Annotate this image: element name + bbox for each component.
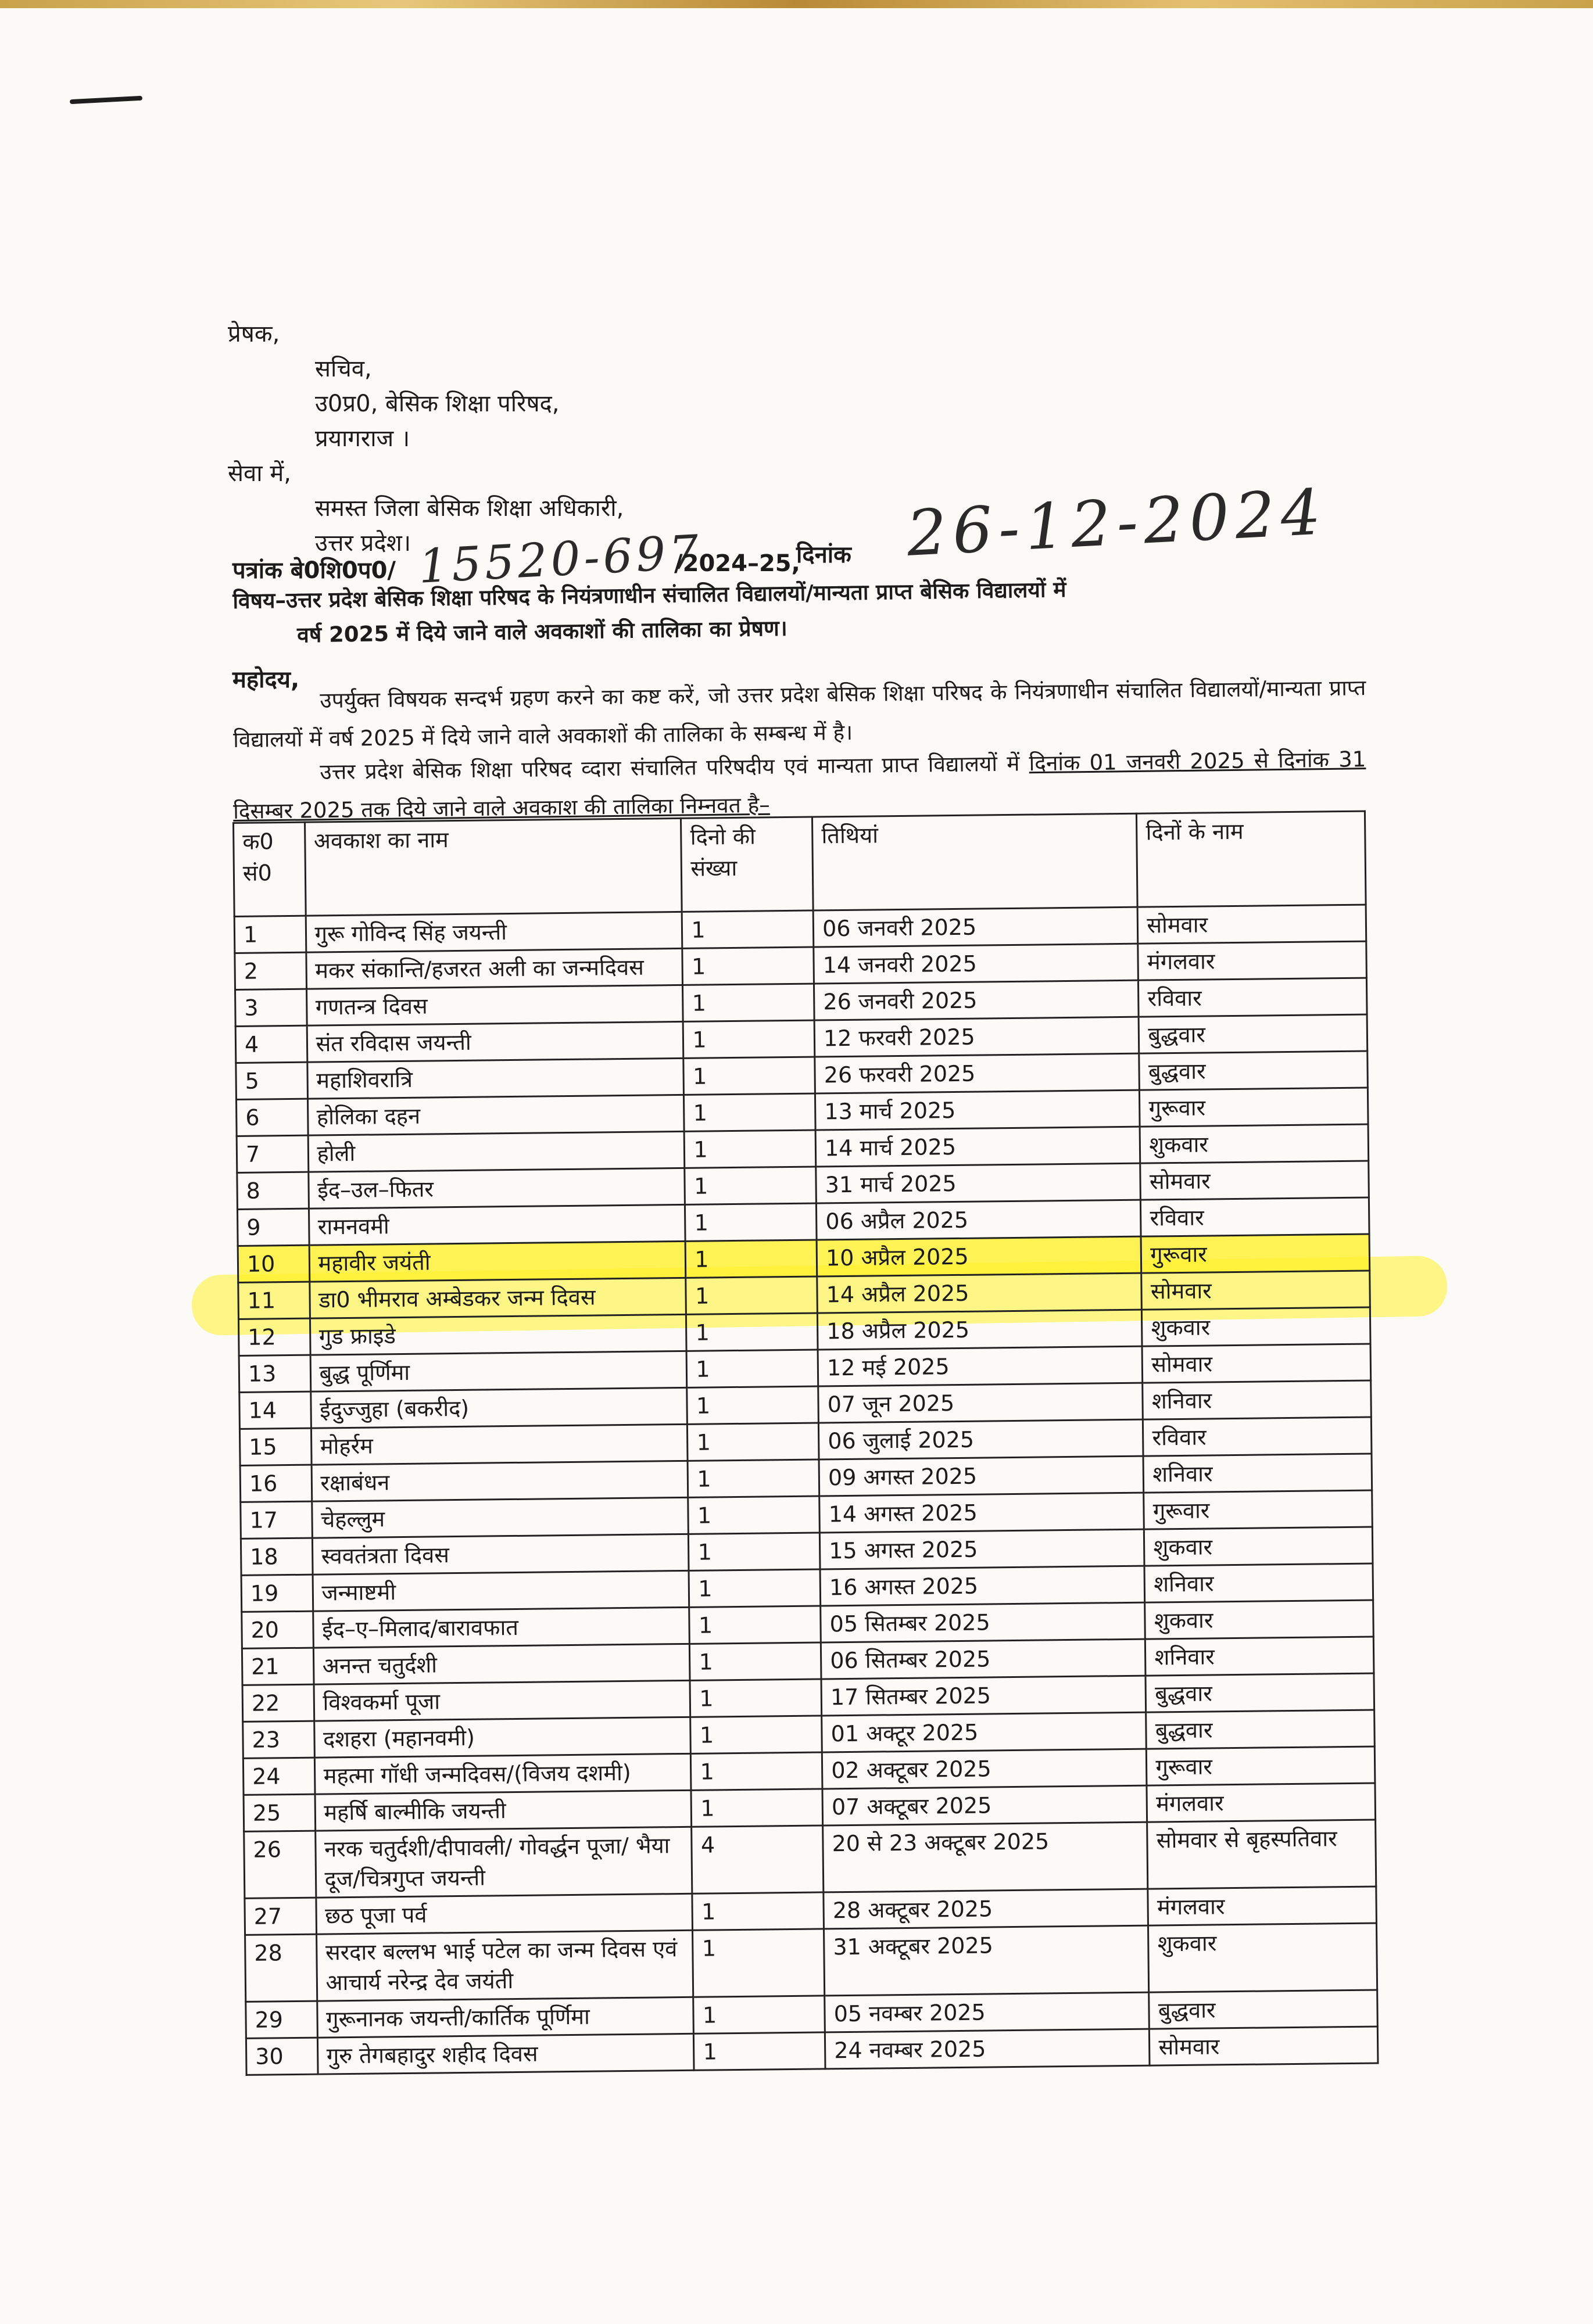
row-holiday-name: महर्षि बाल्मीकि जयन्ती — [315, 1790, 692, 1831]
row-serial-number: 19 — [241, 1575, 313, 1612]
row-serial-number: 1 — [234, 916, 306, 953]
row-day-name: शनिवार — [1143, 1380, 1371, 1419]
row-date: 05 सितम्बर 2025 — [821, 1602, 1145, 1642]
row-days-count: 1 — [685, 1167, 816, 1204]
row-serial-number: 7 — [237, 1135, 308, 1172]
row-days-count: 1 — [691, 1789, 822, 1827]
row-days-count: 1 — [688, 1459, 819, 1497]
row-serial-number: 23 — [243, 1721, 314, 1758]
row-day-name: शुकवार — [1142, 1307, 1370, 1346]
row-holiday-name: अनन्त चतुर्दशी — [313, 1644, 690, 1684]
row-holiday-name: महत्मा गॉधी जन्मदिवस/(विजय दशमी) — [314, 1753, 692, 1794]
row-days-count: 1 — [688, 1423, 819, 1461]
row-serial-number: 2 — [235, 952, 306, 989]
row-serial-number: 25 — [244, 1794, 315, 1831]
row-serial-number: 15 — [239, 1428, 311, 1465]
row-holiday-name: चेहल्लुम — [312, 1497, 689, 1538]
sender-line-1: सचिव, — [315, 356, 372, 382]
row-days-count: 1 — [693, 1996, 825, 2033]
row-holiday-name: डा0 भीमराव अम्बेडकर जन्म दिवस — [309, 1278, 686, 1318]
row-day-name: सोमवार से बृहस्पतिवार — [1147, 1820, 1376, 1889]
row-holiday-name: सरदार बल्लभ भाई पटेल का जन्म दिवस एवं आचार्य नरेन्द्र देव जयंती — [316, 1930, 693, 2001]
row-date: 09 अगस्त 2025 — [819, 1456, 1144, 1496]
row-date: 06 जुलाई 2025 — [819, 1419, 1144, 1459]
row-holiday-name: रक्षाबंधन — [312, 1461, 689, 1501]
row-day-name: रविवार — [1141, 1197, 1369, 1236]
row-serial-number: 5 — [236, 1062, 307, 1099]
sender-block — [228, 317, 560, 456]
row-days-count: 1 — [689, 1606, 821, 1644]
row-date: 28 अक्टूबर 2025 — [824, 1889, 1148, 1929]
header-day-names: दिनों के नाम — [1137, 811, 1366, 907]
row-serial-number: 29 — [246, 2001, 317, 2038]
row-holiday-name: गुरू गोविन्द सिंह जयन्ती — [306, 912, 683, 952]
row-holiday-name: महावीर जयंती — [309, 1241, 686, 1282]
row-date: 17 सितम्बर 2025 — [821, 1676, 1146, 1716]
row-serial-number: 24 — [243, 1758, 314, 1795]
row-holiday-name: गुरूनानक जयन्ती/कार्तिक पूर्णिमा — [317, 1997, 694, 2038]
row-serial-number: 18 — [241, 1538, 312, 1575]
row-days-count: 1 — [683, 1020, 815, 1058]
row-days-count: 1 — [682, 947, 814, 985]
row-holiday-name: ईदुज्जुहा (बकरीद) — [310, 1387, 688, 1428]
row-day-name: शुकवार — [1140, 1124, 1368, 1163]
sender-label: प्रेषक, — [228, 321, 280, 347]
row-days-count: 1 — [682, 910, 814, 948]
handwritten-letter-number: 15520-697 — [417, 525, 704, 594]
row-day-name: बुद्धवार — [1145, 1673, 1374, 1712]
row-serial-number: 3 — [235, 989, 307, 1026]
sender-line-3: प्रयागराज । — [315, 425, 410, 452]
row-date: 31 अक्टूबर 2025 — [824, 1925, 1149, 1996]
row-days-count: 1 — [686, 1276, 817, 1314]
row-day-name: सोमवार — [1142, 1344, 1370, 1383]
row-date: 06 जनवरी 2025 — [813, 907, 1138, 947]
row-days-count: 1 — [684, 1093, 815, 1131]
row-day-name: शुकवार — [1144, 1527, 1373, 1566]
row-holiday-name: दशहरा (महानवमी) — [314, 1717, 691, 1758]
row-date: 07 जून 2025 — [818, 1383, 1143, 1423]
row-holiday-name: नरक चतुर्दशी/दीपावली/ गोवर्द्धन पूजा/ भैया दूज/चित्रगुप्त जयन्ती — [315, 1827, 692, 1898]
subject-block — [232, 572, 1067, 654]
row-days-count: 1 — [688, 1496, 819, 1534]
row-days-count: 1 — [691, 1752, 822, 1790]
row-day-name: बुद्धवार — [1139, 1051, 1368, 1090]
handwritten-date: 26-12-2024 — [905, 476, 1329, 571]
row-serial-number: 12 — [238, 1318, 310, 1355]
row-day-name: शनिवार — [1145, 1637, 1374, 1676]
row-date: 14 अगस्त 2025 — [819, 1493, 1144, 1533]
row-day-name: सोमवार — [1150, 2027, 1378, 2065]
row-serial-number: 10 — [238, 1245, 309, 1282]
holiday-table — [232, 810, 1379, 2076]
row-days-count: 1 — [683, 1057, 815, 1095]
row-day-name: गुरूवार — [1141, 1234, 1369, 1273]
row-day-name: शुकवार — [1148, 1923, 1377, 1992]
row-date: 16 अगस्त 2025 — [820, 1566, 1145, 1606]
row-holiday-name: ईद–उल–फितर — [308, 1168, 685, 1208]
body-paragraph-2-start: उत्तर प्रदेश बेसिक शिक्षा परिषद व्दारा संचालित परिषदीय एवं मान्यता प्राप्त विद्यालयों में — [320, 751, 1020, 785]
row-serial-number: 17 — [241, 1501, 312, 1538]
row-day-name: शनिवार — [1143, 1454, 1372, 1493]
recipient-line-2: उत्तर प्रदेश। — [315, 530, 411, 557]
row-day-name: बुद्धवार — [1139, 1014, 1367, 1053]
row-days-count: 1 — [685, 1130, 816, 1168]
salutation: महोदय, — [232, 666, 300, 693]
row-day-name: रविवार — [1143, 1417, 1372, 1456]
row-days-count: 1 — [687, 1350, 818, 1387]
header-holiday-name: अवकाश का नाम — [305, 818, 682, 916]
row-date: 05 नवम्बर 2025 — [825, 1992, 1150, 2032]
row-serial-number: 22 — [242, 1684, 314, 1722]
row-date: 26 जनवरी 2025 — [814, 980, 1139, 1020]
sender-line-2: उ0प्र0, बेसिक शिक्षा परिषद, — [315, 390, 560, 417]
subject-line-2: वर्ष 2025 में दिये जाने वाले अवकाशों की तालिका का प्रेषण। — [296, 615, 787, 648]
recipient-line-1: समस्त जिला बेसिक शिक्षा अधिकारी, — [315, 495, 624, 522]
row-date: 14 अप्रैल 2025 — [817, 1273, 1142, 1313]
row-days-count: 1 — [683, 984, 814, 1021]
row-day-name: सोमवार — [1141, 1271, 1370, 1310]
reference-prefix: पत्रांक बे0शि0प0/ — [232, 557, 396, 584]
row-days-count: 1 — [689, 1533, 820, 1570]
recipient-label: सेवा में, — [228, 460, 291, 487]
holiday-table-header — [234, 811, 1366, 916]
row-date: 26 फरवरी 2025 — [815, 1053, 1140, 1093]
row-date: 01 अक्टूर 2025 — [822, 1712, 1147, 1752]
row-date: 20 से 23 अक्टूबर 2025 — [823, 1822, 1148, 1892]
row-serial-number: 4 — [235, 1025, 307, 1063]
row-holiday-name: मकर संकान्ति/हजरत अली का जन्मदिवस — [306, 948, 683, 989]
row-holiday-name: ईद–ए–मिलाद/बारावफात — [313, 1607, 690, 1648]
row-holiday-name: गणतन्त्र दिवस — [306, 985, 683, 1025]
header-dates: तिथियां — [812, 813, 1138, 910]
row-day-name: गुरूवार — [1144, 1490, 1372, 1529]
row-day-name: गुरूवार — [1147, 1746, 1375, 1785]
body-paragraph-2-underlined: दिनांक 01 जनवरी 2025 से दिनांक 31 दिसम्बर 2025 तक दिये जाने वाले अवकाश की तालिका निम्नवत है– — [232, 747, 1366, 824]
row-date: 18 अप्रैल 2025 — [818, 1310, 1143, 1350]
row-days-count: 1 — [690, 1679, 821, 1717]
row-serial-number: 21 — [242, 1648, 313, 1685]
row-holiday-name: स्ववतंत्रता दिवस — [312, 1534, 689, 1575]
row-day-name: मंगलवार — [1147, 1783, 1375, 1822]
row-days-count: 1 — [686, 1313, 818, 1351]
row-holiday-name: गुड फ्राइडे — [310, 1314, 687, 1355]
row-holiday-name: जन्माष्टमी — [313, 1570, 690, 1611]
paper-top-edge — [0, 0, 1593, 8]
row-date: 02 अक्टूबर 2025 — [822, 1749, 1147, 1789]
row-date: 13 मार्च 2025 — [815, 1090, 1140, 1130]
subject-line-1: विषय–उत्तर प्रदेश बेसिक शिक्षा परिषद के नियंत्रणाधीन संचालित विद्यालयों/मान्यता प्राप्त बेसिक विद्यालयों में — [232, 576, 1066, 614]
header-days-count: दिनो की संख्या — [681, 817, 813, 912]
row-serial-number: 14 — [239, 1391, 311, 1429]
row-date: 06 सितम्बर 2025 — [821, 1639, 1145, 1679]
row-serial-number: 11 — [238, 1282, 310, 1319]
row-days-count: 1 — [689, 1569, 821, 1607]
date-label: दिनांक — [796, 541, 851, 568]
row-holiday-name: होली — [308, 1131, 685, 1172]
row-day-name: सोमवार — [1138, 905, 1366, 944]
row-day-name: गुरूवार — [1140, 1088, 1368, 1127]
row-date: 31 मार्च 2025 — [816, 1163, 1141, 1203]
row-serial-number: 26 — [244, 1831, 316, 1898]
row-serial-number: 20 — [242, 1611, 313, 1648]
row-holiday-name: विश्वकर्मा पूजा — [314, 1680, 691, 1721]
row-serial-number: 13 — [239, 1355, 310, 1392]
row-date: 24 नवम्बर 2025 — [825, 2029, 1150, 2069]
row-serial-number: 28 — [245, 1934, 317, 2002]
row-holiday-name: महाशिवरात्रि — [307, 1058, 684, 1099]
row-day-name: रविवार — [1139, 978, 1367, 1017]
reference-year: /2024–25, — [674, 550, 800, 577]
row-holiday-name: मोहर्रम — [311, 1424, 688, 1465]
row-day-name: सोमवार — [1140, 1161, 1369, 1200]
row-days-count: 4 — [692, 1826, 824, 1893]
row-day-name: शनिवार — [1144, 1563, 1373, 1602]
row-date: 12 फरवरी 2025 — [814, 1017, 1139, 1057]
row-holiday-name: छठ पूजा पर्व — [316, 1893, 693, 1934]
row-date: 15 अगस्त 2025 — [820, 1529, 1145, 1569]
row-day-name: शुकवार — [1145, 1600, 1373, 1639]
row-date: 07 अक्टूबर 2025 — [822, 1785, 1147, 1826]
row-holiday-name: बुद्ध पूर्णिमा — [310, 1351, 688, 1391]
row-days-count: 1 — [690, 1716, 822, 1753]
row-date: 14 जनवरी 2025 — [814, 944, 1139, 984]
row-serial-number: 9 — [237, 1208, 309, 1246]
row-day-name: बुद्धवार — [1146, 1710, 1374, 1749]
header-serial-number: क0 सं0 — [234, 822, 306, 916]
row-serial-number: 16 — [240, 1465, 312, 1502]
row-days-count: 1 — [693, 1929, 825, 1997]
row-day-name: मंगलवार — [1148, 1887, 1376, 1925]
table-row — [245, 1923, 1377, 2002]
row-days-count: 1 — [692, 1892, 824, 1930]
row-date: 12 मई 2025 — [818, 1346, 1143, 1386]
row-days-count: 1 — [686, 1240, 817, 1278]
row-days-count: 1 — [685, 1203, 817, 1241]
row-holiday-name: गुरु तेगबहादुर शहीद दिवस — [317, 2033, 695, 2074]
row-date: 14 मार्च 2025 — [815, 1127, 1140, 1167]
row-serial-number: 27 — [245, 1898, 316, 1935]
row-days-count: 1 — [690, 1642, 821, 1680]
table-row — [244, 1820, 1376, 1898]
row-serial-number: 6 — [237, 1099, 308, 1136]
row-days-count: 1 — [694, 2032, 825, 2070]
row-serial-number: 30 — [246, 2038, 317, 2075]
row-holiday-name: होलिका दहन — [307, 1095, 685, 1135]
row-day-name: बुद्धवार — [1149, 1990, 1377, 2029]
body-paragraph-1: उपर्युक्त विषयक सन्दर्भ ग्रहण करने का कष्ट करें, जो उत्तर प्रदेश बेसिक शिक्षा परिषद के नियंत्रणाधीन संचालित विद्यालयों/मान्यता प्राप्त विद्यालयों में वर्ष 2025 में दिये जाने वाले अवकाशों की तालिका के सम्बन्ध में है। — [232, 675, 1366, 752]
row-holiday-name: रामनवमी — [309, 1204, 686, 1245]
row-day-name: मंगलवार — [1138, 941, 1366, 980]
row-date: 10 अप्रैल 2025 — [817, 1236, 1141, 1276]
row-serial-number: 8 — [237, 1172, 309, 1209]
row-holiday-name: संत रविदास जयन्ती — [307, 1021, 684, 1062]
row-days-count: 1 — [687, 1386, 818, 1424]
row-date: 06 अप्रैल 2025 — [817, 1200, 1141, 1240]
